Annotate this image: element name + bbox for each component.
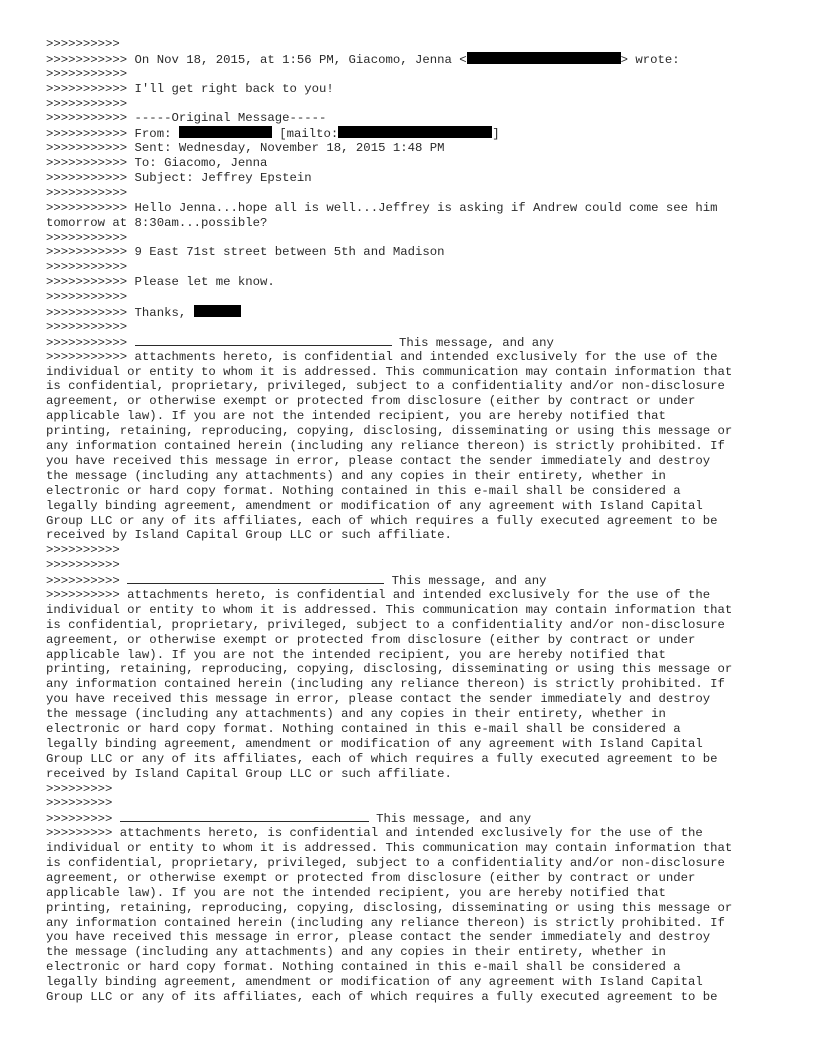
signature-rule (127, 573, 384, 584)
quote-line: >>>>>>>>>>> (46, 319, 128, 334)
quote-line: >>>>>>>>> (46, 796, 113, 811)
redacted-signature (194, 305, 241, 317)
disclaimer-line: legally binding agreement, amendment or modification of any agreement with Island Capital (46, 736, 703, 751)
signature-rule (120, 811, 369, 822)
disclaimer-line: legally binding agreement, amendment or modification of any agreement with Island Capital (46, 975, 703, 990)
address-line: >>>>>>>>>>> 9 East 71st street between 5th and Madison (46, 245, 445, 260)
disclaimer-line: is confidential, proprietary, privileged, subject to a confidentiality and/or non-disclosure (46, 855, 725, 870)
from-line: >>>>>>>>>>> From: [mailto: ] (46, 127, 500, 142)
disclaimer-line: individual or entity to whom it is addressed. This communication may contain information that (46, 364, 733, 379)
disclaimer-line: Group LLC or any of its affiliates, each of which requires a fully executed agreement to be (46, 513, 718, 528)
disclaimer-marker-line: >>>>>>>>> This message, and any (46, 812, 532, 827)
disclaimer-line: applicable law). If you are not the intended recipient, you are hereby notified that (46, 885, 666, 900)
disclaimer-line: electronic or hard copy format. Nothing contained in this e-mail shall be considered a (46, 960, 681, 975)
disclaimer-line: received by Island Capital Group LLC or such affiliate. (46, 528, 452, 543)
disclaimer-line: the message (including any attachments) and any copies in their entirety, whether in (46, 468, 666, 483)
disclaimer-line: you have received this message in error, please contact the sender immediately and destroy (46, 692, 711, 707)
disclaimer-line: is confidential, proprietary, privileged, subject to a confidentiality and/or non-disclosure (46, 379, 725, 394)
email-document (46, 37, 786, 1005)
disclaimer-line: is confidential, proprietary, privileged, subject to a confidentiality and/or non-disclosure (46, 617, 725, 632)
quote-line: >>>>>>>>>> (46, 558, 120, 573)
disclaimer-line: applicable law). If you are not the intended recipient, you are hereby notified that (46, 409, 666, 424)
disclaimer-line: printing, retaining, reproducing, copying, disclosing, disseminating or using this message or (46, 662, 733, 677)
quote-line: >>>>>>>>> (46, 781, 113, 796)
disclaimer-marker-line: >>>>>>>>>>> This message, and any (46, 335, 554, 350)
disclaimer-line: received by Island Capital Group LLC or such affiliate. (46, 766, 452, 781)
disclaimer-line: Group LLC or any of its affiliates, each of which requires a fully executed agreement to be (46, 751, 718, 766)
redacted-sender-name (179, 126, 272, 138)
disclaimer-line: any information contained herein (including any reliance thereon) is strictly prohibited. If (46, 915, 725, 930)
disclaimer-line: you have received this message in error, please contact the sender immediately and destroy (46, 930, 711, 945)
quote-line: >>>>>>>>>>> (46, 185, 128, 200)
disclaimer-line: agreement, or otherwise exempt or protected from disclosure (either by contract or under (46, 870, 696, 885)
quote-line: >>>>>>>>>>> (46, 260, 128, 275)
disclaimer-line: any information contained herein (including any reliance thereon) is strictly prohibited. If (46, 677, 725, 692)
disclaimer-line: any information contained herein (including any reliance thereon) is strictly prohibited. If (46, 439, 725, 454)
message-body-line: >>>>>>>>>>> Please let me know. (46, 275, 275, 290)
sent-line: >>>>>>>>>>> Sent: Wednesday, November 18, 2015 1:48 PM (46, 141, 445, 156)
quote-line: >>>>>>>>>>> (46, 290, 128, 305)
to-line: >>>>>>>>>>> To: Giacomo, Jenna (46, 156, 268, 171)
disclaimer-line: electronic or hard copy format. Nothing contained in this e-mail shall be considered a (46, 721, 681, 736)
disclaimer-line: legally binding agreement, amendment or modification of any agreement with Island Capital (46, 498, 703, 513)
disclaimer-line: agreement, or otherwise exempt or protected from disclosure (either by contract or under (46, 394, 696, 409)
disclaimer-line: printing, retaining, reproducing, copying, disclosing, disseminating or using this message or (46, 900, 733, 915)
disclaimer-line: >>>>>>>>>>> attachments hereto, is confidential and intended exclusively for the use of the (46, 349, 718, 364)
disclaimer-line: you have received this message in error, please contact the sender immediately and destroy (46, 453, 711, 468)
disclaimer-line: agreement, or otherwise exempt or protected from disclosure (either by contract or under (46, 632, 696, 647)
disclaimer-line: electronic or hard copy format. Nothing contained in this e-mail shall be considered a (46, 483, 681, 498)
disclaimer-line: printing, retaining, reproducing, copying, disclosing, disseminating or using this message or (46, 424, 733, 439)
disclaimer-line: >>>>>>>>> attachments hereto, is confidential and intended exclusively for the use of the (46, 826, 703, 841)
reply-body-line: >>>>>>>>>>> I'll get right back to you! (46, 81, 334, 96)
disclaimer-line: individual or entity to whom it is addressed. This communication may contain information that (46, 841, 733, 856)
disclaimer-line: the message (including any attachments) and any copies in their entirety, whether in (46, 707, 666, 722)
signature-rule (135, 335, 392, 346)
original-message-separator: >>>>>>>>>>> -----Original Message----- (46, 111, 327, 126)
disclaimer-line: individual or entity to whom it is addressed. This communication may contain information that (46, 602, 733, 617)
quote-line: >>>>>>>>>> (46, 543, 120, 558)
quote-line: >>>>>>>>>> (46, 37, 120, 51)
signoff-line: >>>>>>>>>>> Thanks, (46, 305, 786, 320)
redacted-sender-email (338, 126, 492, 138)
subject-line: >>>>>>>>>>> Subject: Jeffrey Epstein (46, 171, 312, 186)
redacted-email (467, 52, 621, 64)
disclaimer-line: Group LLC or any of its affiliates, each of which requires a fully executed agreement to be (46, 990, 718, 1004)
quote-line: >>>>>>>>>>> (46, 96, 128, 111)
disclaimer-line: >>>>>>>>>> attachments hereto, is confidential and intended exclusively for the use of the (46, 587, 711, 602)
reply-header-line: >>>>>>>>>>> On Nov 18, 2015, at 1:56 PM, Giacomo, Jenna < > wrote: (46, 52, 680, 67)
disclaimer-line: the message (including any attachments) and any copies in their entirety, whether in (46, 945, 666, 960)
disclaimer-line: applicable law). If you are not the intended recipient, you are hereby notified that (46, 647, 666, 662)
message-body-line: >>>>>>>>>>> Hello Jenna...hope all is well...Jeffrey is asking if Andrew could come see him (46, 200, 718, 215)
message-body-line: tomorrow at 8:30am...possible? (46, 215, 268, 230)
quote-line: >>>>>>>>>>> (46, 230, 128, 245)
disclaimer-marker-line: >>>>>>>>>> This message, and any (46, 574, 547, 589)
quote-line: >>>>>>>>>>> (46, 66, 128, 81)
